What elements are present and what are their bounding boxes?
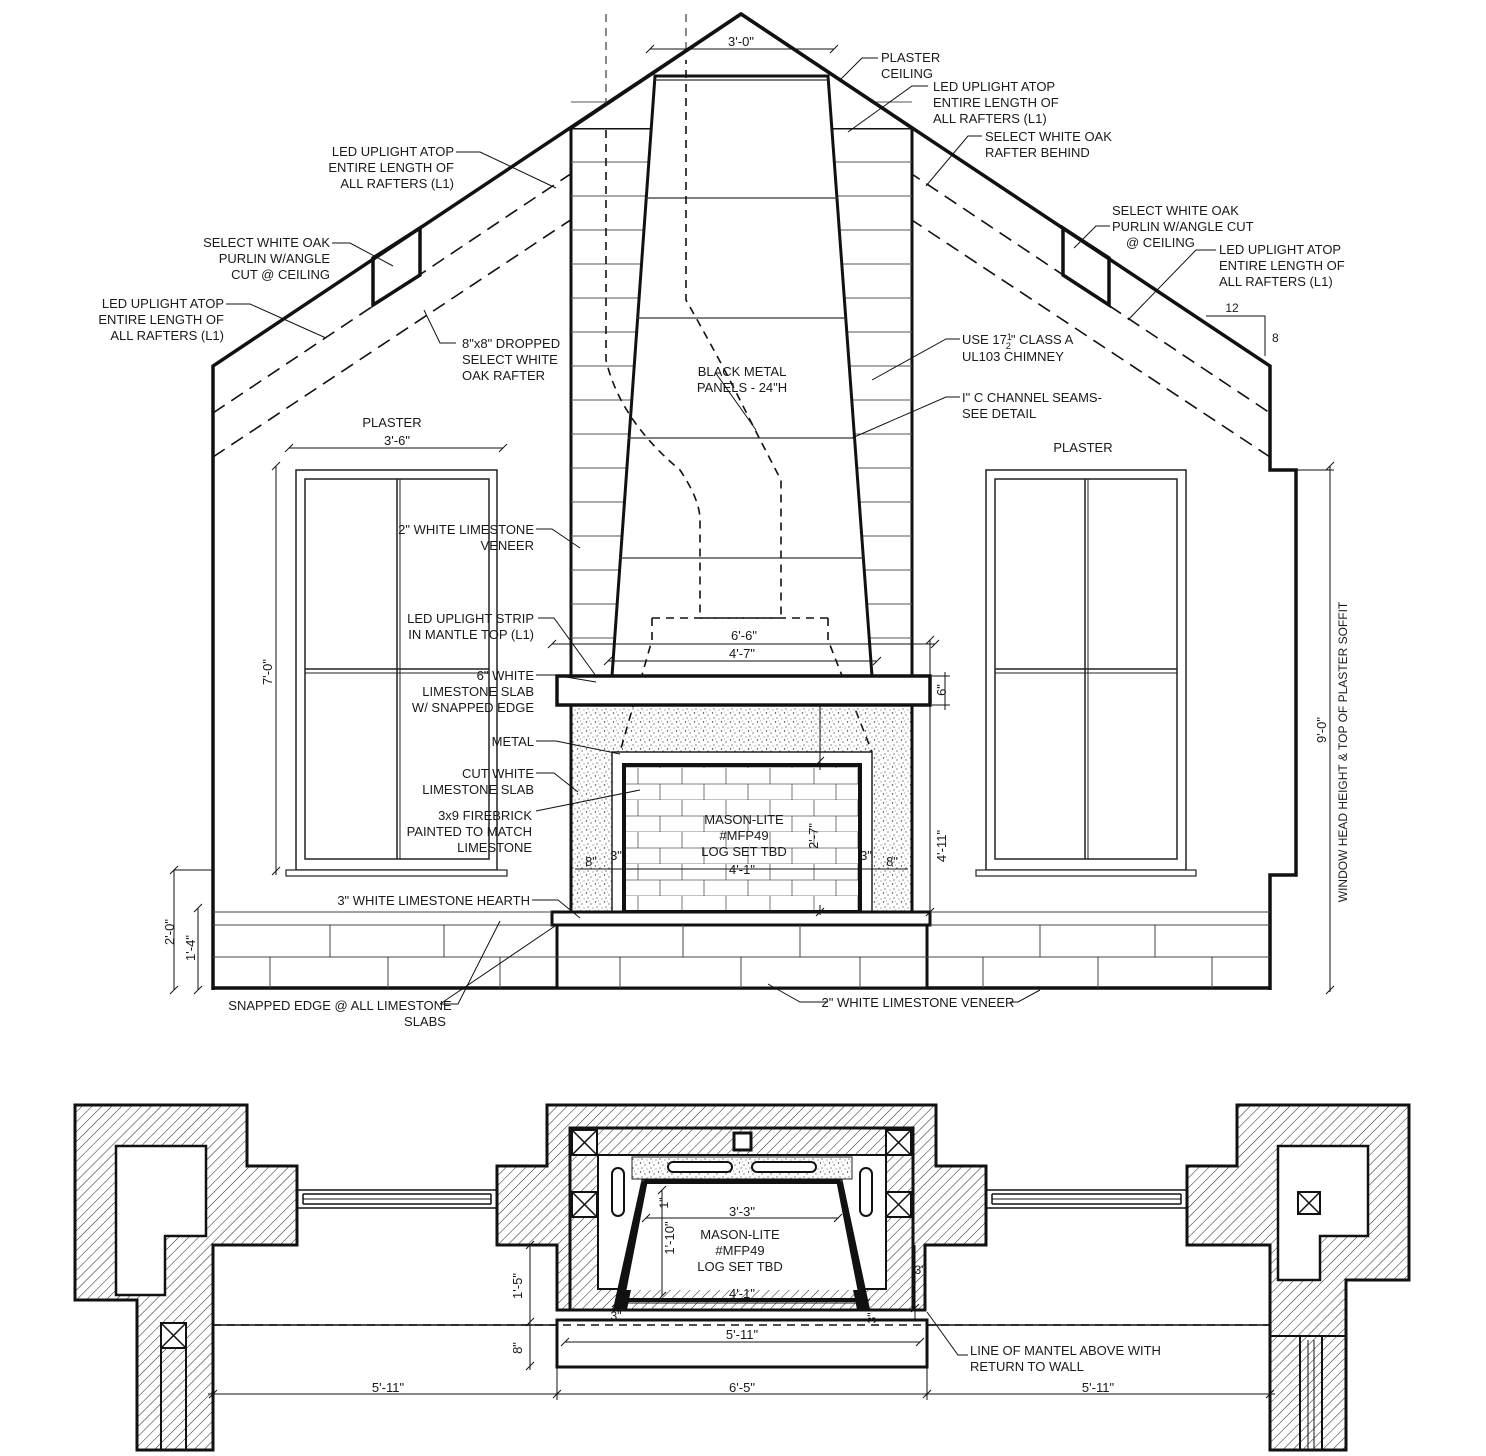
dim-mantle-thick: 6" [934,684,949,696]
purlin-right [1063,228,1109,305]
note-limestone-veneer: 2" WHITE LIMESTONE VENEER [398,522,534,553]
note-led-right-mid: LED UPLIGHT ATOP ENTIRE LENGTH OF ALL RAFTERS (L1) [1219,242,1345,289]
fireplace-elevation [98,14,1350,1029]
note-oak-rafter-behind: SELECT WHITE OAK RAFTER BEHIND [985,129,1112,160]
dim-opening-width: 4'-1" [729,862,755,877]
note-snapped-edge: SNAPPED EDGE @ ALL LIMESTONE SLABS [228,998,452,1029]
pitch-run: 12 [1225,301,1239,315]
dim-window-height: 7'-0" [260,659,275,685]
dim-opening-height: 2'-7" [806,823,821,849]
dim-window-head: 9'-0" [1314,717,1329,743]
plan-post-right [1298,1192,1320,1214]
note-metal-panels: BLACK METAL PANELS - 24"H [696,364,788,395]
note-plaster-left: PLASTER [362,415,422,430]
note-veneer-bottom: 2" WHITE LIMESTONE VENEER [821,995,1015,1010]
plan-dim-mantle-depth: 8" [510,1342,525,1354]
plan-note-mantel-line: LINE OF MANTEL ABOVE WITH RETURN TO WALL [970,1343,1161,1374]
pitch-rise: 8 [1272,331,1279,345]
note-led-left-top: LED UPLIGHT ATOP ENTIRE LENGTH OF ALL RAFTERS (L1) [328,144,454,191]
dim-gap-right: 3" [860,848,872,863]
note-purlin-right: SELECT WHITE OAK PURLIN W/ANGLE CUT @ CEILING [1112,203,1254,250]
note-limestone-slab: 6" WHITE LIMESTONE SLAB W/ SNAPPED EDGE [411,668,534,715]
hearth-slab [552,912,930,925]
dim-mantle-inner: 4'-7" [729,646,755,661]
plan-note-mason-lite: MASON-LITE #MFP49 LOG SET TBD [697,1227,783,1274]
note-dropped-rafter: 8"x8" DROPPED SELECT WHITE OAK RAFTER [462,336,561,383]
note-metal: METAL [491,734,534,749]
note-mason-lite-elevation: MASON-LITE #MFP49 LOG SET TBD [701,812,787,859]
note-cut-slab: CUT WHITE LIMESTONE SLAB [422,766,534,797]
roof-pitch-symbol [1206,316,1265,356]
note-purlin-left: SELECT WHITE OAK PURLIN W/ANGLE CUT @ CEILING [203,235,330,282]
dim-gap-left: 3" [610,848,622,863]
plan-dim-front-gap: 1" [657,1197,671,1209]
plan-dim-hearth-width: 5'-11" [725,1327,759,1342]
mantle-slab [557,676,930,705]
plan-firebox-stipple [632,1157,852,1179]
plan-dim-center-span: 6'-5" [729,1380,755,1395]
note-chimney: USE $17^1$ 2" CLASS A UL103 CHIMNEY [962,332,1074,364]
purlin-left [373,228,420,305]
plan-dim-inner-width: 3'-3" [729,1204,755,1219]
dim-surround-left: 8" [585,854,597,869]
dim-surround-right: 8" [886,854,898,869]
note-led-strip: LED UPLIGHT STRIP IN MANTLE TOP (L1) [407,611,534,642]
note-plaster-ceiling: PLASTER CEILING [881,50,941,81]
dim-wainscot-2ft: 2'-0" [162,919,177,945]
plan-window-left [297,1190,497,1208]
note-led-right-top: LED UPLIGHT ATOP ENTIRE LENGTH OF ALL RAFTERS (L1) [933,79,1059,126]
plan-dim-right-span: 5'-11" [1081,1380,1115,1395]
plan-dim-left-span: 5'-11" [371,1380,405,1395]
note-led-left-low: LED UPLIGHT ATOP ENTIRE LENGTH OF ALL RAFTERS (L1) [98,296,224,343]
dim-chimney-top: 3'-0" [728,34,754,49]
dim-mantle-wide: 6'-6" [731,628,757,643]
plan-dim-gap-left: 3" [610,1309,622,1323]
plan-dim-gap-right-a: 3" [865,1312,879,1324]
note-firebrick: 3x9 FIREBRICK PAINTED TO MATCH LIMESTONE [406,808,532,855]
plan-dim-gap-right-b: 3" [914,1263,926,1277]
plan-dim-opening: 4'-1" [729,1286,755,1301]
dim-window-width: 3'-6" [384,433,410,448]
fireplace-plan [75,1105,1409,1450]
dim-firebox-height: 4'-11" [934,829,949,863]
note-hearth: 3" WHITE LIMESTONE HEARTH [337,893,530,908]
dim-wainscot-1ft: 1'-4" [183,935,198,961]
note-window-head: WINDOW HEAD HEIGHT & TOP OF PLASTER SOFFIT [1336,601,1350,903]
plan-window-right [986,1190,1187,1208]
note-c-channel: I" C CHANNEL SEAMS-SEE DETAIL [962,390,1102,421]
window-right [976,470,1196,876]
plan-dim-depth: 1'-10" [662,1221,677,1255]
note-plaster-right: PLASTER [1053,440,1113,455]
plan-dim-hearth-depth: 1'-5" [510,1273,525,1299]
